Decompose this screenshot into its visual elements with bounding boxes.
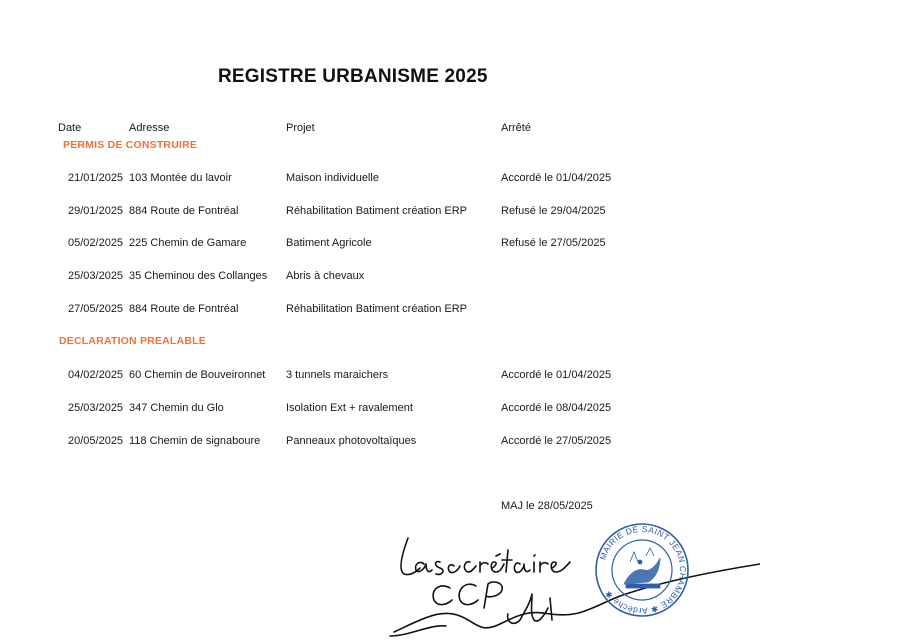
- row-address: 103 Montée du lavoir: [129, 172, 232, 184]
- row-address: 347 Chemin du Glo: [129, 402, 224, 414]
- row-project: Batiment Agricole: [286, 237, 372, 249]
- row-project: 3 tunnels maraichers: [286, 369, 389, 381]
- header-date: Date: [58, 122, 82, 134]
- row-date: 25/03/2025: [68, 402, 124, 414]
- row-address: 884 Route de Fontréal: [129, 303, 239, 315]
- row-address: 225 Chemin de Gamare: [129, 237, 247, 249]
- row-project: Panneaux photovoltaïques: [286, 435, 417, 447]
- seal-text: MAIRIE DE SAINT JEAN CHAMBRE ✱ Ardèche ✱: [597, 523, 689, 617]
- row-decision: Refusé le 27/05/2025: [501, 237, 606, 249]
- row-project: Maison individuelle: [286, 172, 379, 184]
- row-address: 884 Route de Fontréal: [129, 205, 239, 217]
- row-address: 35 Cheminou des Collanges: [129, 270, 268, 282]
- row-date: 27/05/2025: [68, 303, 124, 315]
- row-date: 21/01/2025: [68, 172, 124, 184]
- row-date: 05/02/2025: [68, 237, 124, 249]
- row-decision: Accordé le 27/05/2025: [501, 435, 612, 447]
- handwritten-signature: [380, 524, 760, 642]
- section-permis-de-construire: PERMIS DE CONSTRUIRE: [63, 139, 198, 151]
- row-date: 25/03/2025: [68, 270, 124, 282]
- row-date: 20/05/2025: [68, 435, 124, 447]
- row-address: 118 Chemin de signaboure: [129, 435, 261, 447]
- row-project: Isolation Ext + ravalement: [286, 402, 413, 414]
- document-title: REGISTRE URBANISME 2025: [218, 66, 488, 87]
- section-declaration-prealable: DECLARATION PREALABLE: [59, 335, 206, 347]
- row-date: 04/02/2025: [68, 369, 124, 381]
- row-project: Abris à chevaux: [286, 270, 365, 282]
- row-decision: Accordé le 01/04/2025: [501, 369, 612, 381]
- row-decision: Accordé le 01/04/2025: [501, 172, 612, 184]
- header-address: Adresse: [129, 122, 170, 134]
- row-project: Réhabilitation Batiment création ERP: [286, 205, 467, 217]
- row-date: 29/01/2025: [68, 205, 124, 217]
- row-decision: Refusé le 29/04/2025: [501, 205, 606, 217]
- last-updated: MAJ le 28/05/2025: [501, 500, 593, 512]
- row-project: Réhabilitation Batiment création ERP: [286, 303, 467, 315]
- header-decision: Arrêté: [501, 122, 531, 134]
- row-address: 60 Chemin de Bouveironnet: [129, 369, 266, 381]
- row-decision: Accordé le 08/04/2025: [501, 402, 612, 414]
- mairie-seal-stamp: [594, 522, 690, 618]
- header-project: Projet: [286, 122, 315, 134]
